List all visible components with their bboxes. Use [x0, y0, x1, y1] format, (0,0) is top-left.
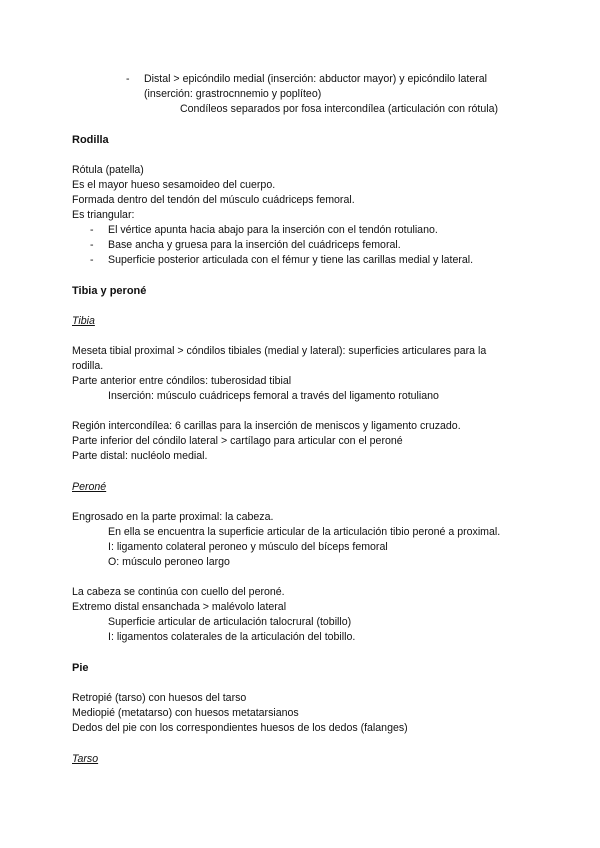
parte-anterior-line: Parte anterior entre cóndilos: tuberosidad tibial: [72, 375, 292, 387]
ligamentos-line: I: ligamentos colaterales de la articulación del tobillo.: [108, 631, 356, 643]
rodilla-line-2: Es el mayor hueso sesamoideo del cuerpo.: [72, 179, 276, 191]
region-line: Región intercondílea: 6 carillas para la inserción de meniscos y ligamento cruzado.: [72, 420, 461, 432]
bullet-dash: -: [90, 224, 94, 236]
rodilla-line-3: Formada dentro del tendón del músculo cuádriceps femoral.: [72, 194, 355, 206]
tibia-perone-heading: Tibia y peroné: [72, 285, 147, 297]
rodilla-bullet-3: [90, 253, 473, 268]
insercion-line: Inserción: músculo cuádriceps femoral a través del ligamento rotuliano: [108, 390, 439, 402]
tarso-subheading: Tarso: [72, 753, 99, 765]
engrosado-line: Engrosado en la parte proximal: la cabeza.: [72, 511, 274, 523]
tibia-subheading: Tibia: [72, 315, 95, 327]
bullet-text: Base ancha y gruesa para la inserción del cuádriceps femoral.: [108, 239, 401, 251]
parte-distal-line: Parte distal: nucléolo medial.: [72, 450, 208, 462]
perone-subheading: Peroné: [72, 481, 107, 493]
rodilla-bullet-1: [90, 223, 438, 238]
meseta-line-2: rodilla.: [72, 360, 104, 372]
extremo-line: Extremo distal ensanchada > malévolo lateral: [72, 601, 287, 613]
pie-line-2: Mediopié (metatarso) con huesos metatarsianos: [72, 707, 299, 719]
en-ella-line: En ella se encuentra la superficie articular de la articulación tibio peroné a proximal.: [108, 526, 501, 538]
pie-line-1: Retropié (tarso) con huesos del tarso: [72, 692, 247, 704]
rodilla-line-1: Rótula (patella): [72, 164, 144, 176]
insercion-i-line: I: ligamento colateral peroneo y músculo del bíceps femoral: [108, 541, 388, 553]
bullet-dash: -: [90, 254, 94, 266]
superficie-line: Superficie articular de articulación talocrural (tobillo): [108, 616, 352, 628]
bullet-dash: -: [126, 73, 130, 85]
distal-continuation: (inserción: grastrocnnemio y poplíteo): [144, 88, 322, 100]
bullet-text: El vértice apunta hacia abajo para la inserción con el tendón rotuliano.: [108, 224, 438, 236]
parte-inferior-line: Parte inferior del cóndilo lateral > cartílago para articular con el peroné: [72, 435, 403, 447]
origen-o-line: O: músculo peroneo largo: [108, 556, 230, 568]
condileos-text: Condíleos separados por fosa intercondílea (articulación con rótula): [180, 103, 498, 115]
rodilla-heading: Rodilla: [72, 134, 109, 146]
pie-heading: Pie: [72, 662, 89, 674]
bullet-text: Superficie posterior articulada con el fémur y tiene las carillas medial y lateral.: [108, 254, 474, 266]
cabeza-line: La cabeza se continúa con cuello del peroné.: [72, 586, 285, 598]
top-bullet-line: [126, 72, 487, 87]
distal-text: Distal > epicóndilo medial (inserción: abductor mayor) y epicóndilo lateral: [144, 73, 487, 85]
rodilla-bullet-2: [90, 238, 401, 253]
pie-line-3: Dedos del pie con los correspondientes huesos de los dedos (falanges): [72, 722, 408, 734]
rodilla-line-4: Es triangular:: [72, 209, 135, 221]
meseta-line-1: Meseta tibial proximal > cóndilos tibiales (medial y lateral): superficies articulares para la: [72, 345, 487, 357]
bullet-dash: -: [90, 239, 94, 251]
